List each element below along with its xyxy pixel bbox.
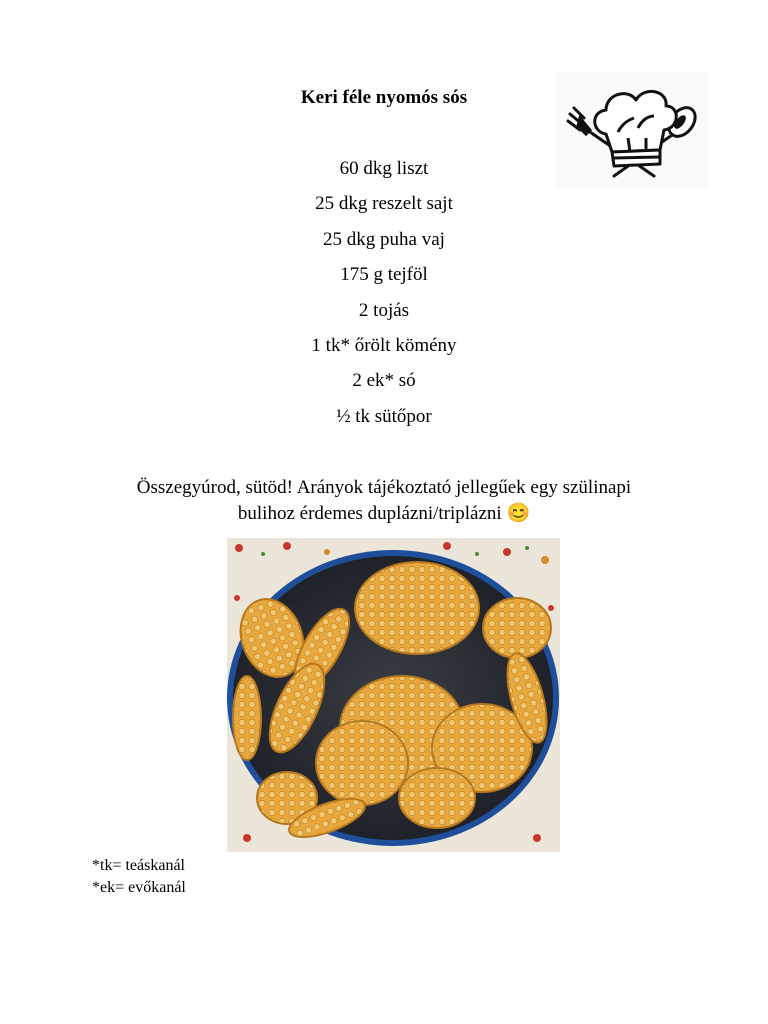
ingredient-item: ½ tk sütőpor: [336, 405, 432, 427]
ingredient-item: 60 dkg liszt: [339, 158, 429, 179]
crackers-photo-svg: [227, 538, 560, 852]
footnote-ek: *ek= evőkanál: [92, 879, 186, 896]
ingredient-item: 25 dkg puha vaj: [323, 228, 445, 250]
instructions-paragraph: [100, 475, 668, 527]
ingredient-item: 2 ek* só: [352, 370, 416, 392]
crackers-photo: [227, 538, 560, 852]
ingredient-item: 25 dkg reszelt sajt: [315, 193, 453, 215]
ingredient-item: 175 g tejföl: [340, 264, 428, 286]
footnote-tk: *tk= teáskanál: [92, 857, 185, 874]
recipe-title: Keri féle nyomós sós: [300, 87, 468, 108]
ingredient-item: 1 tk* őrölt kömény: [311, 334, 457, 356]
ingredient-item: 2 tojás: [358, 299, 410, 321]
footnotes: [92, 855, 492, 899]
instructions-line: bulihoz érdemes duplázni/triplázni 😊: [237, 503, 531, 524]
instructions-line: Összegyúrod, sütöd! Arányok tájékoztató jellegűek egy szülinapi: [136, 477, 632, 498]
ingredient-list: [184, 155, 584, 438]
